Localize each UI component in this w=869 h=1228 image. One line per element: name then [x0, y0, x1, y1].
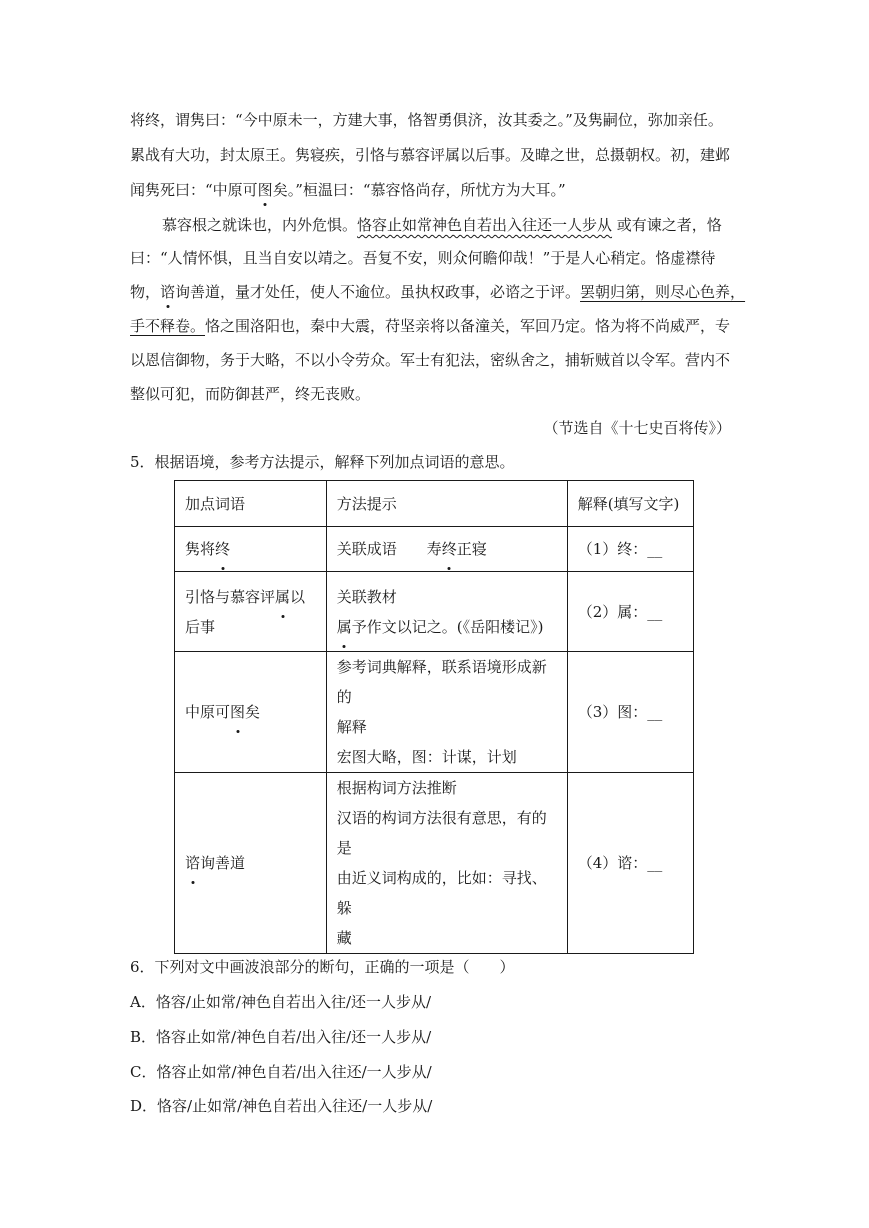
passage-line-1: 将终，谓隽曰：“今中原未一，方建大事，恪智勇俱济，汝其委之。”及隽嗣位，弥加亲任。 — [130, 111, 723, 129]
header-cell: 方法提示 — [326, 481, 567, 527]
table-row — [175, 652, 694, 773]
dotted-char: 谘 — [160, 283, 176, 301]
answer-cell[interactable]: （2）属：__ — [567, 572, 693, 652]
underlined-sentence-part-2: 手不释卷。 — [130, 317, 206, 335]
option-c[interactable]: C．恪容止如常/神色自若/出入往还/一人步从/ — [130, 1063, 432, 1081]
hint-cell: 根据构词方法推断 汉语的构词方法很有意思，有的是 由近义词构成的，比如：寻找、躲 藏 — [326, 773, 567, 954]
table-row — [175, 527, 694, 572]
hint-cell: 参考词典解释，联系语境形成新的 解释 宏图大略，图：计谋，计划 — [326, 652, 567, 773]
option-d[interactable]: D．恪容/止如常/神色自若出入往还/一人步从/ — [130, 1097, 433, 1115]
passage-line-7: 手不释卷。恪之围洛阳也，秦中大震，苻坚亲将以备潼关，军回乃定。恪为将不尚威严，专 — [130, 317, 731, 335]
word-cell: 隽将终 — [175, 527, 327, 572]
hint-cell: 关联成语 寿终正寝 — [326, 527, 567, 572]
question-5-table — [174, 480, 694, 954]
hint-cell: 关联教材 属予作文以记之。(《岳阳楼记》) — [326, 572, 567, 652]
passage-line-6: 物，谘询善道，量才处任，使人不逾位。虽执权政事，必谘之于评。罢朝归第，则尽心色养， — [130, 283, 746, 301]
underlined-sentence-part-1: 罢朝归第，则尽心色养， — [580, 283, 746, 301]
wavy-underlined-sentence: 恪容止如常神色自若出入往还一人步从 — [357, 216, 613, 234]
passage-line-5: 曰：“人情怀惧，且当自安以靖之。吾复不安，则众何瞻仰哉！”于是人心稍定。恪虚襟待 — [130, 249, 716, 267]
passage-line-8: 以恩信御物，务于大略，不以小令劳众。军士有犯法，密纵舍之，捕斩贼首以令军。营内不 — [130, 351, 731, 369]
answer-cell[interactable]: （3）图：__ — [567, 652, 693, 773]
question-6-stem: 6．下列对文中画波浪部分的断句，正确的一项是（ ） — [130, 958, 515, 976]
header-cell: 解释(填写文字) — [567, 481, 693, 527]
dotted-char: 图 — [257, 181, 273, 199]
header-cell: 加点词语 — [175, 481, 327, 527]
option-a[interactable]: A．恪容/止如常/神色自若出入往/还一人步从/ — [130, 993, 432, 1011]
word-cell: 中原可图矣 — [175, 652, 327, 773]
option-b[interactable]: B．恪容止如常/神色自若/出入往/还一人步从/ — [130, 1028, 432, 1046]
table-row — [175, 572, 694, 652]
table-row — [175, 773, 694, 954]
passage-source: （节选自《十七史百将传》） — [543, 419, 731, 437]
answer-cell[interactable]: （1）终：__ — [567, 527, 693, 572]
question-5-stem: 5．根据语境，参考方法提示，解释下列加点词语的意思。 — [130, 453, 515, 471]
passage-line-3: 闻隽死曰：“中原可图矣。”桓温曰：“慕容恪尚存，所忧方为大耳。” — [130, 181, 566, 199]
passage-line-4: 慕容根之就诛也，内外危惧。恪容止如常神色自若出入往还一人步从 或有谏之者，恪 — [162, 216, 722, 234]
word-cell: 谘询善道 — [175, 773, 327, 954]
answer-cell[interactable]: （4）谘：__ — [567, 773, 693, 954]
table-header-row — [175, 481, 694, 527]
word-cell: 引恪与慕容评属以 后事 — [175, 572, 327, 652]
passage-line-2: 累战有大功，封太原王。隽寝疾，引恪与慕容评属以后事。及暐之世，总摄朝权。初，建邺 — [130, 146, 731, 164]
passage-line-9: 整似可犯，而防御甚严，终无丧败。 — [130, 385, 371, 403]
